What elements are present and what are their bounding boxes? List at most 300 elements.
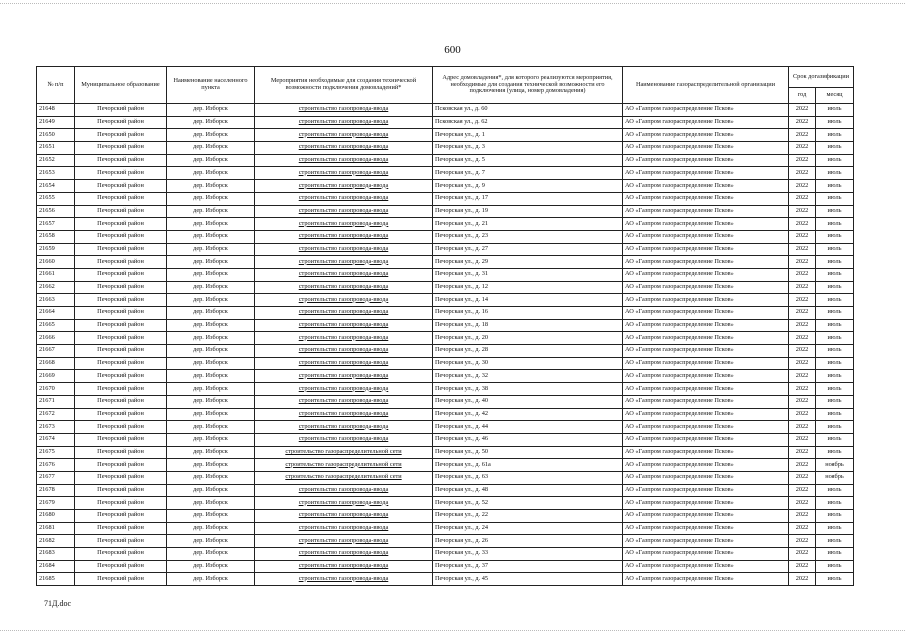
cell-num: 21666: [37, 332, 75, 345]
cell-year: 2022: [789, 522, 816, 535]
cell-settlement: дер. Изборск: [167, 370, 255, 383]
cell-org: АО «Газпром газораспределение Псков»: [623, 395, 789, 408]
cell-year: 2022: [789, 548, 816, 561]
cell-municipality: Печорский район: [75, 192, 167, 205]
cell-month: июль: [816, 142, 854, 155]
table-row: [37, 497, 854, 510]
cell-municipality: Печорский район: [75, 154, 167, 167]
cell-municipality: Печорский район: [75, 548, 167, 561]
cell-month: июль: [816, 395, 854, 408]
table-row: [37, 192, 854, 205]
cell-address: Печорская ул., д. 33: [433, 548, 623, 561]
cell-org: АО «Газпром газораспределение Псков»: [623, 294, 789, 307]
cell-address: Печорская ул., д. 18: [433, 319, 623, 332]
table-row: [37, 307, 854, 320]
cell-month: июль: [816, 345, 854, 358]
cell-year: 2022: [789, 395, 816, 408]
cell-org: АО «Газпром газораспределение Псков»: [623, 345, 789, 358]
cell-num: 21669: [37, 370, 75, 383]
cell-activity: строительство газопровода-ввода: [255, 281, 433, 294]
cell-num: 21662: [37, 281, 75, 294]
cell-municipality: Печорский район: [75, 167, 167, 180]
cell-municipality: Печорский район: [75, 256, 167, 269]
table-row: [37, 104, 854, 117]
cell-activity: строительство газопровода-ввода: [255, 370, 433, 383]
cell-org: АО «Газпром газораспределение Псков»: [623, 573, 789, 586]
cell-municipality: Печорский район: [75, 370, 167, 383]
cell-num: 21676: [37, 459, 75, 472]
cell-month: июль: [816, 421, 854, 434]
cell-municipality: Печорский район: [75, 142, 167, 155]
cell-org: АО «Газпром газораспределение Псков»: [623, 154, 789, 167]
cell-org: АО «Газпром газораспределение Псков»: [623, 142, 789, 155]
cell-year: 2022: [789, 294, 816, 307]
table-row: [37, 484, 854, 497]
table-row: [37, 129, 854, 142]
cell-month: июль: [816, 205, 854, 218]
table-row: [37, 357, 854, 370]
cell-municipality: Печорский район: [75, 395, 167, 408]
table-row: [37, 218, 854, 231]
cell-org: АО «Газпром газораспределение Псков»: [623, 129, 789, 142]
cell-month: июль: [816, 522, 854, 535]
cell-org: АО «Газпром газораспределение Псков»: [623, 243, 789, 256]
cell-settlement: дер. Изборск: [167, 218, 255, 231]
cell-org: АО «Газпром газораспределение Псков»: [623, 408, 789, 421]
cell-activity: строительство газопровода-ввода: [255, 205, 433, 218]
cell-year: 2022: [789, 510, 816, 523]
cell-num: 21683: [37, 548, 75, 561]
cell-municipality: Печорский район: [75, 510, 167, 523]
cell-settlement: дер. Изборск: [167, 167, 255, 180]
table-row: [37, 573, 854, 586]
cell-activity: строительство газопровода-ввода: [255, 535, 433, 548]
cell-address: Печорская ул., д. 44: [433, 421, 623, 434]
cell-month: июль: [816, 446, 854, 459]
cell-month: июль: [816, 433, 854, 446]
cell-activity: строительство газораспределительной сети: [255, 459, 433, 472]
cell-org: АО «Газпром газораспределение Псков»: [623, 383, 789, 396]
cell-year: 2022: [789, 281, 816, 294]
cell-address: Печорская ул., д. 37: [433, 560, 623, 573]
cell-municipality: Печорский район: [75, 230, 167, 243]
cell-month: июль: [816, 104, 854, 117]
cell-num: 21655: [37, 192, 75, 205]
cell-org: АО «Газпром газораспределение Псков»: [623, 446, 789, 459]
cell-year: 2022: [789, 357, 816, 370]
table-row: [37, 433, 854, 446]
cell-month: июль: [816, 548, 854, 561]
cell-settlement: дер. Изборск: [167, 129, 255, 142]
cell-settlement: дер. Изборск: [167, 408, 255, 421]
table-row: [37, 256, 854, 269]
cell-address: Печорская ул., д. 38: [433, 383, 623, 396]
cell-activity: строительство газопровода-ввода: [255, 548, 433, 561]
cell-year: 2022: [789, 433, 816, 446]
cell-year: 2022: [789, 370, 816, 383]
cell-activity: строительство газопровода-ввода: [255, 192, 433, 205]
cell-month: июль: [816, 319, 854, 332]
cell-settlement: дер. Изборск: [167, 484, 255, 497]
cell-org: АО «Газпром газораспределение Псков»: [623, 116, 789, 129]
cell-org: АО «Газпром газораспределение Псков»: [623, 332, 789, 345]
table-row: [37, 180, 854, 193]
cell-activity: строительство газопровода-ввода: [255, 307, 433, 320]
cell-municipality: Печорский район: [75, 497, 167, 510]
cell-year: 2022: [789, 142, 816, 155]
table-row: [37, 446, 854, 459]
header-address: Адрес домовладения*, для которого реализуются мероприятия, необходимые для создания технической возможности его подключения (улица, номер домовладения): [433, 67, 623, 104]
table-row: [37, 230, 854, 243]
cell-num: 21658: [37, 230, 75, 243]
cell-month: июль: [816, 281, 854, 294]
table-row: [37, 395, 854, 408]
cell-year: 2022: [789, 573, 816, 586]
cell-settlement: дер. Изборск: [167, 357, 255, 370]
cell-num: 21671: [37, 395, 75, 408]
cell-year: 2022: [789, 332, 816, 345]
cell-activity: строительство газопровода-ввода: [255, 256, 433, 269]
cell-month: июль: [816, 243, 854, 256]
table-row: [37, 459, 854, 472]
cell-month: июль: [816, 332, 854, 345]
cell-num: 21661: [37, 268, 75, 281]
cell-year: 2022: [789, 268, 816, 281]
cell-address: Печорская ул., д. 40: [433, 395, 623, 408]
cell-year: 2022: [789, 471, 816, 484]
table-row: [37, 116, 854, 129]
cell-activity: строительство газопровода-ввода: [255, 180, 433, 193]
cell-address: Печорская ул., д. 16: [433, 307, 623, 320]
cell-activity: строительство газораспределительной сети: [255, 471, 433, 484]
cell-municipality: Печорский район: [75, 205, 167, 218]
cell-address: Печорская ул., д. 23: [433, 230, 623, 243]
cell-month: июль: [816, 294, 854, 307]
cell-activity: строительство газопровода-ввода: [255, 433, 433, 446]
cell-address: Печорская ул., д. 42: [433, 408, 623, 421]
cell-address: Печорская ул., д. 48: [433, 484, 623, 497]
cell-month: июль: [816, 560, 854, 573]
cell-month: июль: [816, 129, 854, 142]
table-row: [37, 332, 854, 345]
cell-settlement: дер. Изборск: [167, 459, 255, 472]
table-row: [37, 560, 854, 573]
cell-activity: строительство газопровода-ввода: [255, 408, 433, 421]
cell-settlement: дер. Изборск: [167, 142, 255, 155]
table-row: [37, 510, 854, 523]
cell-settlement: дер. Изборск: [167, 560, 255, 573]
cell-address: Печорская ул., д. 12: [433, 281, 623, 294]
cell-year: 2022: [789, 497, 816, 510]
cell-org: АО «Газпром газораспределение Псков»: [623, 522, 789, 535]
table-row: [37, 522, 854, 535]
header-month: месяц: [816, 88, 854, 104]
table-row: [37, 243, 854, 256]
header-activity: Мероприятия необходимые для создания технической возможности подключения домовладений*: [255, 67, 433, 104]
cell-address: Печорская ул., д. 26: [433, 535, 623, 548]
cell-year: 2022: [789, 205, 816, 218]
cell-year: 2022: [789, 129, 816, 142]
cell-settlement: дер. Изборск: [167, 522, 255, 535]
top-scan-border: [0, 3, 905, 4]
header-settlement: Наименование населенного пункта: [167, 67, 255, 104]
cell-activity: строительство газопровода-ввода: [255, 383, 433, 396]
cell-address: Печорская ул., д. 29: [433, 256, 623, 269]
cell-address: Печорская ул., д. 22: [433, 510, 623, 523]
cell-month: ноябрь: [816, 459, 854, 472]
cell-num: 21680: [37, 510, 75, 523]
cell-month: июль: [816, 510, 854, 523]
cell-activity: строительство газопровода-ввода: [255, 294, 433, 307]
cell-year: 2022: [789, 383, 816, 396]
cell-municipality: Печорский район: [75, 433, 167, 446]
cell-num: 21675: [37, 446, 75, 459]
page-number: 600: [444, 44, 461, 56]
table-row: [37, 535, 854, 548]
cell-settlement: дер. Изборск: [167, 573, 255, 586]
cell-settlement: дер. Изборск: [167, 345, 255, 358]
cell-address: Печорская ул., д. 50: [433, 446, 623, 459]
cell-settlement: дер. Изборск: [167, 383, 255, 396]
cell-num: 21664: [37, 307, 75, 320]
cell-year: 2022: [789, 104, 816, 117]
cell-settlement: дер. Изборск: [167, 497, 255, 510]
cell-month: ноябрь: [816, 471, 854, 484]
cell-settlement: дер. Изборск: [167, 446, 255, 459]
cell-org: АО «Газпром газораспределение Псков»: [623, 205, 789, 218]
cell-num: 21678: [37, 484, 75, 497]
cell-year: 2022: [789, 154, 816, 167]
cell-address: Печорская ул., д. 14: [433, 294, 623, 307]
cell-activity: строительство газопровода-ввода: [255, 395, 433, 408]
cell-municipality: Печорский район: [75, 345, 167, 358]
cell-org: АО «Газпром газораспределение Псков»: [623, 560, 789, 573]
cell-address: Печорская ул., д. 61а: [433, 459, 623, 472]
cell-settlement: дер. Изборск: [167, 230, 255, 243]
cell-num: 21659: [37, 243, 75, 256]
cell-year: 2022: [789, 218, 816, 231]
cell-municipality: Печорский район: [75, 319, 167, 332]
cell-year: 2022: [789, 167, 816, 180]
table-row: [37, 319, 854, 332]
cell-municipality: Печорский район: [75, 421, 167, 434]
cell-year: 2022: [789, 446, 816, 459]
cell-activity: строительство газопровода-ввода: [255, 243, 433, 256]
cell-address: Печорская ул., д. 24: [433, 522, 623, 535]
cell-month: июль: [816, 230, 854, 243]
cell-num: 21650: [37, 129, 75, 142]
cell-municipality: Печорский район: [75, 484, 167, 497]
cell-num: 21649: [37, 116, 75, 129]
cell-org: АО «Газпром газораспределение Псков»: [623, 167, 789, 180]
cell-num: 21653: [37, 167, 75, 180]
cell-municipality: Печорский район: [75, 218, 167, 231]
cell-org: АО «Газпром газораспределение Псков»: [623, 421, 789, 434]
cell-address: Псковская ул., д. 60: [433, 104, 623, 117]
cell-month: июль: [816, 154, 854, 167]
cell-municipality: Печорский район: [75, 573, 167, 586]
cell-activity: строительство газопровода-ввода: [255, 522, 433, 535]
cell-municipality: Печорский район: [75, 281, 167, 294]
cell-month: июль: [816, 218, 854, 231]
cell-org: АО «Газпром газораспределение Псков»: [623, 218, 789, 231]
cell-year: 2022: [789, 256, 816, 269]
cell-num: 21648: [37, 104, 75, 117]
cell-municipality: Печорский район: [75, 535, 167, 548]
cell-address: Печорская ул., д. 7: [433, 167, 623, 180]
cell-year: 2022: [789, 535, 816, 548]
cell-org: АО «Газпром газораспределение Псков»: [623, 180, 789, 193]
cell-org: АО «Газпром газораспределение Псков»: [623, 268, 789, 281]
cell-settlement: дер. Изборск: [167, 205, 255, 218]
cell-year: 2022: [789, 421, 816, 434]
cell-org: АО «Газпром газораспределение Псков»: [623, 281, 789, 294]
table-row: [37, 370, 854, 383]
cell-settlement: дер. Изборск: [167, 268, 255, 281]
cell-year: 2022: [789, 319, 816, 332]
cell-org: АО «Газпром газораспределение Псков»: [623, 548, 789, 561]
table-row: [37, 167, 854, 180]
cell-address: Печорская ул., д. 46: [433, 433, 623, 446]
table-row: [37, 268, 854, 281]
cell-settlement: дер. Изборск: [167, 116, 255, 129]
cell-address: Печорская ул., д. 30: [433, 357, 623, 370]
cell-address: Печорская ул., д. 63: [433, 471, 623, 484]
cell-settlement: дер. Изборск: [167, 281, 255, 294]
cell-activity: строительство газопровода-ввода: [255, 510, 433, 523]
cell-municipality: Печорский район: [75, 294, 167, 307]
cell-num: 21668: [37, 357, 75, 370]
cell-municipality: Печорский район: [75, 383, 167, 396]
cell-settlement: дер. Изборск: [167, 154, 255, 167]
cell-org: АО «Газпром газораспределение Псков»: [623, 319, 789, 332]
table-row: [37, 142, 854, 155]
cell-municipality: Печорский район: [75, 129, 167, 142]
cell-num: 21685: [37, 573, 75, 586]
cell-settlement: дер. Изборск: [167, 548, 255, 561]
cell-municipality: Печорский район: [75, 560, 167, 573]
cell-org: АО «Газпром газораспределение Псков»: [623, 357, 789, 370]
cell-activity: строительство газопровода-ввода: [255, 319, 433, 332]
cell-month: июль: [816, 307, 854, 320]
cell-org: АО «Газпром газораспределение Псков»: [623, 307, 789, 320]
cell-activity: строительство газопровода-ввода: [255, 357, 433, 370]
cell-settlement: дер. Изборск: [167, 319, 255, 332]
footer-filename: 71Д.doc: [44, 599, 72, 608]
cell-settlement: дер. Изборск: [167, 421, 255, 434]
cell-num: 21667: [37, 345, 75, 358]
cell-org: АО «Газпром газораспределение Псков»: [623, 230, 789, 243]
cell-municipality: Печорский район: [75, 307, 167, 320]
table-row: [37, 548, 854, 561]
cell-activity: строительство газопровода-ввода: [255, 332, 433, 345]
cell-org: АО «Газпром газораспределение Псков»: [623, 192, 789, 205]
cell-month: июль: [816, 268, 854, 281]
cell-num: 21656: [37, 205, 75, 218]
cell-settlement: дер. Изборск: [167, 243, 255, 256]
cell-address: Печорская ул., д. 27: [433, 243, 623, 256]
cell-num: 21660: [37, 256, 75, 269]
cell-activity: строительство газораспределительной сети: [255, 446, 433, 459]
cell-year: 2022: [789, 243, 816, 256]
cell-num: 21652: [37, 154, 75, 167]
cell-num: 21684: [37, 560, 75, 573]
cell-address: Печорская ул., д. 32: [433, 370, 623, 383]
cell-activity: строительство газопровода-ввода: [255, 104, 433, 117]
cell-activity: строительство газопровода-ввода: [255, 116, 433, 129]
cell-year: 2022: [789, 459, 816, 472]
cell-address: Печорская ул., д. 17: [433, 192, 623, 205]
cell-settlement: дер. Изборск: [167, 256, 255, 269]
cell-activity: строительство газопровода-ввода: [255, 421, 433, 434]
cell-settlement: дер. Изборск: [167, 535, 255, 548]
cell-address: Печорская ул., д. 21: [433, 218, 623, 231]
header-term: Срок догазификации: [789, 67, 854, 88]
cell-num: 21679: [37, 497, 75, 510]
cell-org: АО «Газпром газораспределение Псков»: [623, 370, 789, 383]
cell-num: 21677: [37, 471, 75, 484]
cell-settlement: дер. Изборск: [167, 180, 255, 193]
cell-address: Печорская ул., д. 45: [433, 573, 623, 586]
table-row: [37, 205, 854, 218]
table-row: [37, 154, 854, 167]
cell-municipality: Печорский район: [75, 332, 167, 345]
cell-municipality: Печорский район: [75, 357, 167, 370]
cell-address: Печорская ул., д. 28: [433, 345, 623, 358]
cell-month: июль: [816, 256, 854, 269]
cell-settlement: дер. Изборск: [167, 332, 255, 345]
cell-address: Печорская ул., д. 3: [433, 142, 623, 155]
cell-settlement: дер. Изборск: [167, 471, 255, 484]
cell-num: 21657: [37, 218, 75, 231]
cell-settlement: дер. Изборск: [167, 307, 255, 320]
cell-settlement: дер. Изборск: [167, 104, 255, 117]
cell-municipality: Печорский район: [75, 408, 167, 421]
cell-num: 21682: [37, 535, 75, 548]
cell-num: 21670: [37, 383, 75, 396]
cell-month: июль: [816, 484, 854, 497]
cell-org: АО «Газпром газораспределение Псков»: [623, 497, 789, 510]
cell-year: 2022: [789, 484, 816, 497]
cell-activity: строительство газопровода-ввода: [255, 345, 433, 358]
gasification-table: [36, 66, 854, 586]
cell-settlement: дер. Изборск: [167, 433, 255, 446]
cell-org: АО «Газпром газораспределение Псков»: [623, 104, 789, 117]
cell-month: июль: [816, 497, 854, 510]
cell-settlement: дер. Изборск: [167, 294, 255, 307]
cell-month: июль: [816, 370, 854, 383]
cell-year: 2022: [789, 307, 816, 320]
cell-activity: строительство газопровода-ввода: [255, 129, 433, 142]
cell-municipality: Печорский район: [75, 116, 167, 129]
cell-month: июль: [816, 180, 854, 193]
table-body: [37, 104, 854, 586]
header-org: Наименование газораспределительной организации: [623, 67, 789, 104]
cell-municipality: Печорский район: [75, 268, 167, 281]
header-num: № п/п: [37, 67, 75, 104]
cell-org: АО «Газпром газораспределение Псков»: [623, 471, 789, 484]
cell-activity: строительство газопровода-ввода: [255, 268, 433, 281]
cell-activity: строительство газопровода-ввода: [255, 218, 433, 231]
cell-activity: строительство газопровода-ввода: [255, 167, 433, 180]
cell-municipality: Печорский район: [75, 180, 167, 193]
header-year: год: [789, 88, 816, 104]
cell-org: АО «Газпром газораспределение Псков»: [623, 484, 789, 497]
cell-year: 2022: [789, 116, 816, 129]
cell-num: 21674: [37, 433, 75, 446]
cell-org: АО «Газпром газораспределение Псков»: [623, 256, 789, 269]
cell-address: Печорская ул., д. 1: [433, 129, 623, 142]
